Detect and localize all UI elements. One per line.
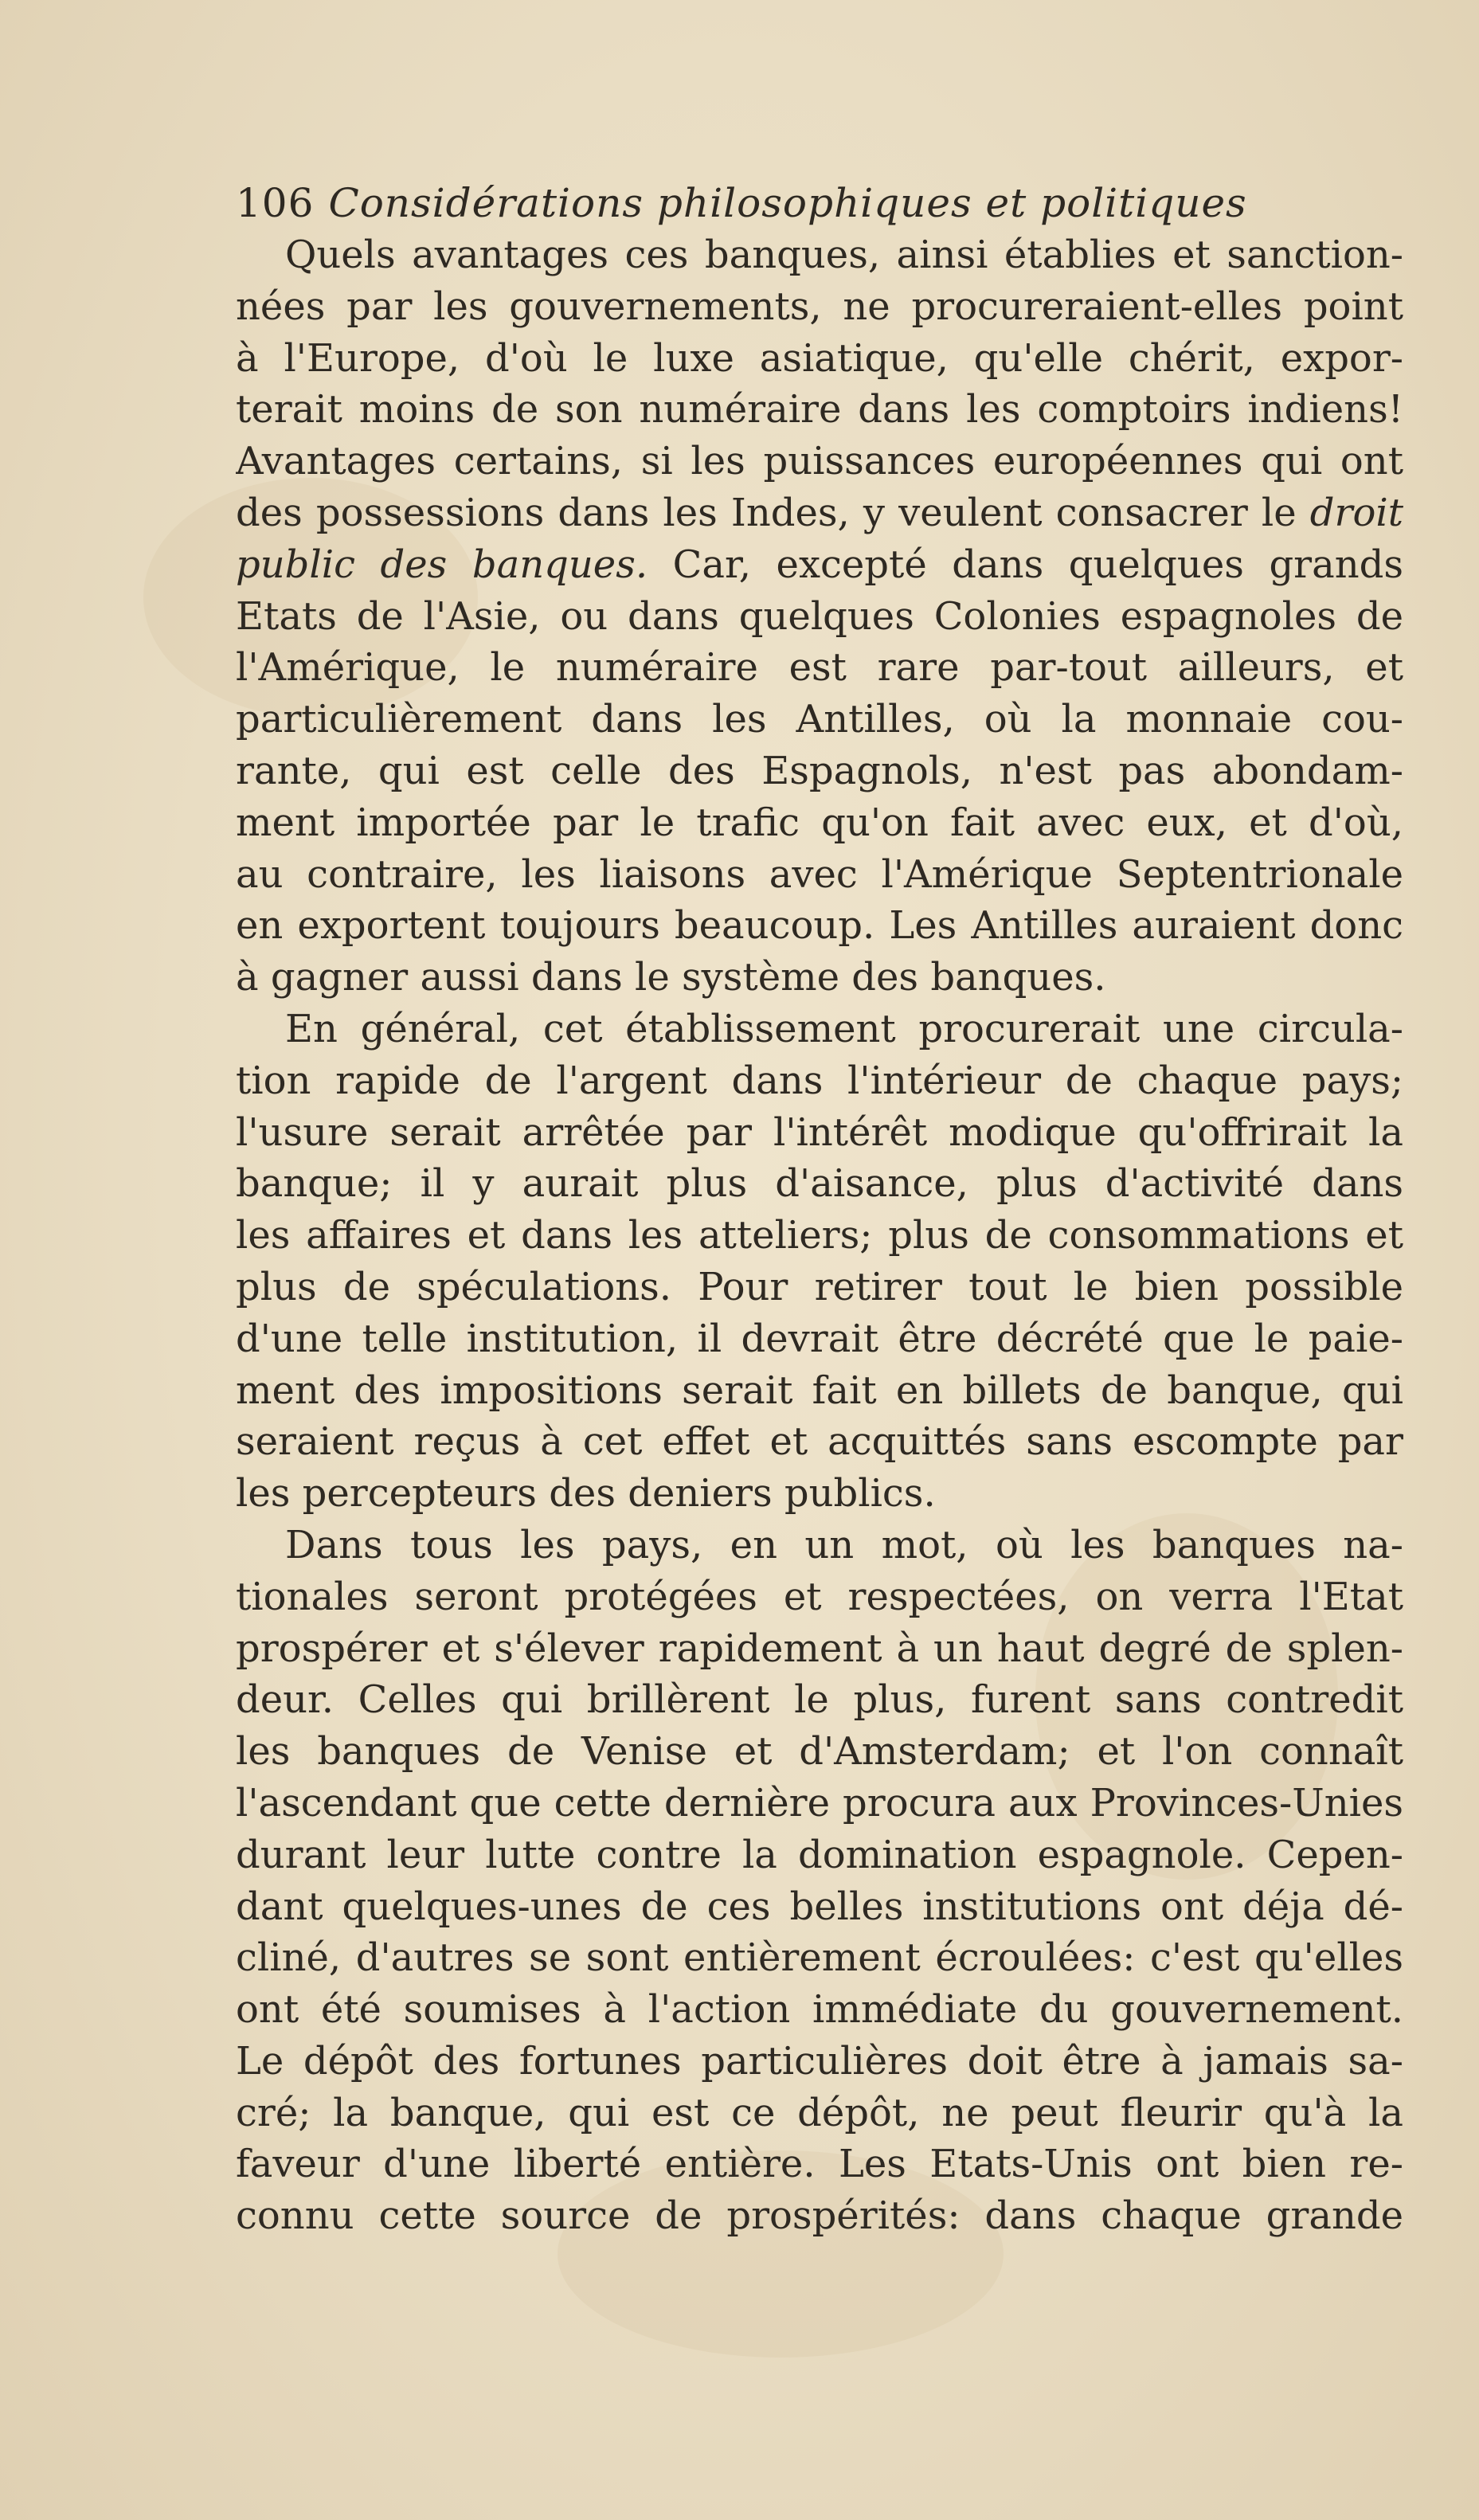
text-line xyxy=(236,487,1403,539)
text-line: banque; il y aurait plus d'aisance, plus d'activité dans xyxy=(236,1161,1403,1207)
text-line: Etats de l'Asie, ou dans quelques Colonies espagnoles de xyxy=(236,593,1403,639)
text-line: l'Amérique, le numéraire est rare par-tout ailleurs, et xyxy=(236,645,1403,691)
text-line: l'ascendant que cette dernière procura aux Provinces-Unies xyxy=(236,1780,1403,1825)
text-line: cré; la banque, qui est ce dépôt, ne peut fleurir qu'à la xyxy=(236,2090,1403,2135)
text-line: tion rapide de l'argent dans l'intérieur de chaque pays; xyxy=(236,1058,1403,1103)
text-line: tionales seront protégées et respectées, on verra l'Etat xyxy=(236,1574,1403,1619)
text-line: rante, qui est celle des Espagnols, n'est pas abondam- xyxy=(236,748,1403,793)
text-line: ment des impositions serait fait en billets de banque, qui xyxy=(236,1368,1403,1413)
text-line: les percepteurs des deniers publics. xyxy=(236,1471,936,1516)
text-line: d'une telle institution, il devrait être décrété que le paie- xyxy=(236,1316,1403,1361)
line-segment: des possessions dans les Indes, y veulent consacrer le xyxy=(236,490,1310,535)
paragraph-1 xyxy=(236,229,1403,1004)
text-line: En général, cet établissement procurerait une circula- xyxy=(285,1006,1403,1051)
text-line: connu cette source de prospérités: dans chaque grande xyxy=(236,2193,1403,2239)
text-line xyxy=(236,539,1403,591)
text-line: l'usure serait arrêtée par l'intérêt modique qu'offrirait la xyxy=(236,1109,1403,1155)
text-line: cliné, d'autres se sont entièrement écroulées: c'est qu'elles xyxy=(236,1935,1403,1981)
text-line: prospérer et s'élever rapidement à un haut degré de splen- xyxy=(236,1626,1403,1671)
paragraph-2 xyxy=(236,1004,1403,1520)
text-line: Dans tous les pays, en un mot, où les banques na- xyxy=(285,1522,1403,1567)
text-line: les banques de Venise et d'Amsterdam; et l'on connaît xyxy=(236,1729,1403,1775)
text-line: Le dépôt des fortunes particulières doit être à jamais sa- xyxy=(236,2038,1403,2084)
text-line: terait moins de son numéraire dans les comptoirs indiens! xyxy=(236,387,1403,432)
italic-phrase: public des banques. xyxy=(236,542,648,587)
paragraph-3 xyxy=(236,1520,1403,2242)
text-line: les affaires et dans les atteliers; plus de consommations et xyxy=(236,1213,1403,1258)
text-line: à gagner aussi dans le système des banques. xyxy=(236,955,1106,1000)
text-line: deur. Celles qui brillèrent le plus, furent sans contredit xyxy=(236,1677,1403,1723)
text-line: seraient reçus à cet effet et acquittés sans escompte par xyxy=(236,1419,1403,1465)
text-line: nées par les gouvernements, ne procureraient-elles point xyxy=(236,284,1403,329)
text-line: au contraire, les liaisons avec l'Amérique Septentrionale xyxy=(236,851,1403,897)
text-line: faveur d'une liberté entière. Les Etats-Unis ont bien re- xyxy=(236,2142,1403,2187)
running-title: Considérations philosophiques et politiques xyxy=(328,180,1247,226)
text-line: Quels avantages ces banques, ainsi établies et sanction- xyxy=(285,233,1403,277)
page-number: 106 xyxy=(236,180,315,226)
text-line: plus de spéculations. Pour retirer tout le bien possible xyxy=(236,1264,1403,1309)
text-line: à l'Europe, d'où le luxe asiatique, qu'elle chérit, expor- xyxy=(236,335,1403,381)
line-segment: Car, excepté dans quelques grands xyxy=(648,542,1403,587)
text-line: ment importée par le trafic qu'on fait avec eux, et d'où, xyxy=(236,800,1403,845)
italic-phrase: droit xyxy=(1309,490,1403,535)
text-line: en exportent toujours beaucoup. Les Antilles auraient donc xyxy=(236,903,1403,949)
text-line: Avantages certains, si les puissances européennes qui ont xyxy=(236,439,1403,484)
text-line: dant quelques-unes de ces belles institutions ont déja dé- xyxy=(236,1884,1403,1929)
page-text-block xyxy=(236,177,1403,2242)
text-line: durant leur lutte contre la domination espagnole. Cepen- xyxy=(236,1832,1403,1877)
running-head xyxy=(236,177,1403,229)
text-line: ont été soumises à l'action immédiate du gouvernement. xyxy=(236,1987,1403,2033)
text-line: particulièrement dans les Antilles, où la monnaie cou- xyxy=(236,697,1403,742)
